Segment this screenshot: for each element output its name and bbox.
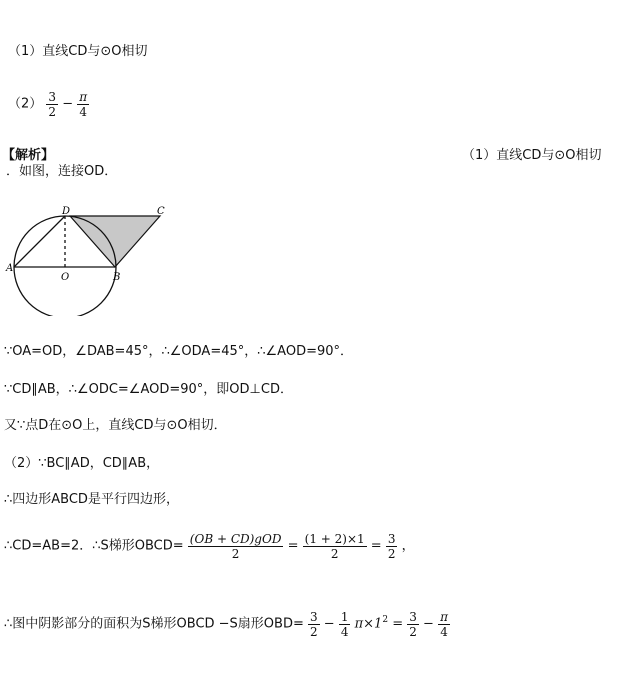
- fraction-pi-4: [438, 610, 450, 639]
- fraction-1-4: [339, 610, 351, 639]
- step-5: ∴四边形ABCD是平行四边形，: [4, 492, 179, 507]
- fraction-numerator: (1 + 2)×1: [304, 532, 365, 546]
- fraction-numerator: (OB + CD)gOD: [189, 532, 282, 546]
- minus-sign: −: [62, 96, 74, 112]
- equals-sign: =: [370, 538, 382, 554]
- step-7: [4, 610, 450, 650]
- fraction-numerator: 3: [409, 610, 417, 624]
- fraction-trapezoid-formula: [188, 532, 284, 561]
- fraction-numerator: 3: [387, 532, 396, 546]
- fraction-denominator: 2: [231, 547, 240, 561]
- analysis-heading: 【解析】: [2, 148, 55, 163]
- minus-sign: −: [423, 616, 434, 632]
- fraction-numerator: 3: [48, 90, 57, 104]
- analysis-right-note: （1）直线CD与⊙O相切: [462, 148, 602, 163]
- label-d: D: [62, 206, 71, 217]
- step-4: （2）∵BC∥AD，CD∥AB，: [4, 456, 160, 471]
- fraction-trapezoid-values: [303, 532, 367, 561]
- label-a: A: [6, 263, 14, 274]
- fraction-3-2: [386, 532, 398, 561]
- geometry-figure: [4, 204, 184, 316]
- exponent: 2: [382, 615, 389, 625]
- step-6-suffix: ，: [401, 538, 415, 554]
- step-1: ∵OA=OD，∠DAB=45°，∴∠ODA=45°，∴∠AOD=90°．: [4, 344, 354, 359]
- fraction-numerator: π: [79, 90, 88, 104]
- label-b: B: [113, 272, 121, 283]
- segment-ad: [14, 216, 65, 267]
- step-6-prefix: ∴CD=AB=2．∴S梯形OBCD=: [4, 538, 184, 554]
- label-o: O: [61, 272, 70, 283]
- fraction-denominator: 2: [409, 625, 417, 639]
- equals-sign: =: [392, 616, 404, 632]
- step-3: 又∵点D在⊙O上，直线CD与⊙O相切．: [4, 418, 227, 433]
- fraction-denominator: 2: [48, 105, 57, 119]
- fraction-denominator: 4: [440, 625, 448, 639]
- step-7-prefix: ∴图中阴影部分的面积为S梯形OBCD −S扇形OBD=: [4, 616, 304, 632]
- answer-part-1: （1）直线CD与⊙O相切: [8, 44, 148, 59]
- label-c: C: [157, 206, 165, 217]
- fraction-numerator: 3: [310, 610, 318, 624]
- answer-2-prefix: （2）: [8, 96, 43, 112]
- fraction-3-2: [407, 610, 419, 639]
- fraction-3-2: [308, 610, 320, 639]
- minus-sign: −: [323, 616, 335, 632]
- fraction-denominator: 4: [340, 625, 349, 639]
- fraction-numerator: 1: [340, 610, 349, 624]
- fraction-denominator: 4: [79, 105, 88, 119]
- fraction-pi-4: [77, 90, 89, 119]
- fraction-denominator: 2: [310, 625, 318, 639]
- step-2: ∵CD∥AB，∴∠ODC=∠AOD=90°，即OD⊥CD．: [4, 382, 293, 397]
- equals-sign: =: [287, 538, 299, 554]
- answer-part-2: [8, 90, 89, 126]
- fraction-3-2: [46, 90, 58, 119]
- fraction-numerator: π: [440, 610, 448, 624]
- fraction-denominator: 2: [330, 547, 339, 561]
- pi-times-term: π×1: [354, 616, 383, 632]
- step-6: [4, 532, 415, 572]
- fraction-denominator: 2: [387, 547, 396, 561]
- analysis-intro: ．如图，连接OD．: [6, 164, 118, 179]
